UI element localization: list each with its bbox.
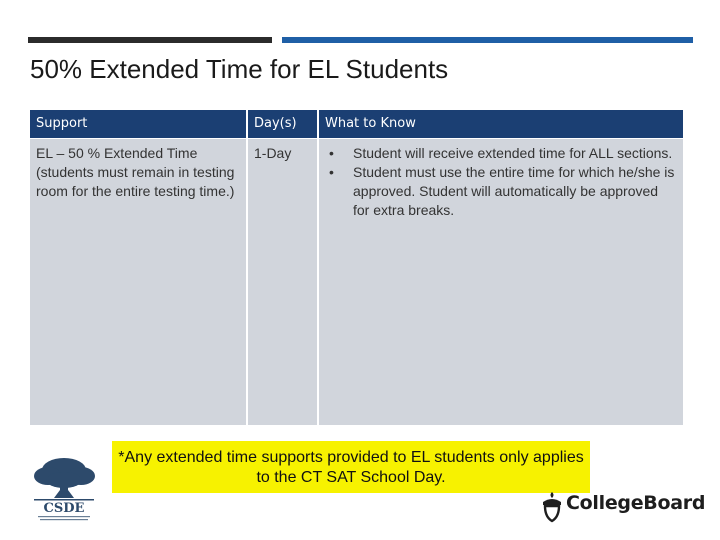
- highlight-note: *Any extended time supports provided to EL students only applies to the CT SAT School Day.: [112, 441, 590, 493]
- collegeboard-logo: [540, 490, 705, 526]
- bullet-text: Student must use the entire time for which he/she is approved. Student will automatically be approved for extra breaks.: [353, 164, 675, 218]
- cell-support: EL – 50 % Extended Time (students must remain in testing room for the entire testing time.): [30, 139, 246, 425]
- top-bar-dark: [28, 37, 272, 43]
- header-support: Support: [30, 110, 246, 138]
- top-bar-blue: [282, 37, 693, 43]
- cell-what-to-know: [319, 139, 683, 425]
- cell-days: 1-Day: [248, 139, 317, 425]
- support-table: [30, 110, 683, 425]
- header-days: Day(s): [248, 110, 317, 138]
- bullet-list: [325, 144, 677, 220]
- slide-title: 50% Extended Time for EL Students: [30, 54, 449, 84]
- header-what-to-know: What to Know: [319, 110, 683, 138]
- svg-text:CSDE: CSDE: [43, 501, 85, 516]
- csde-logo: [24, 452, 104, 524]
- collegeboard-wordmark: CollegeBoard: [566, 492, 706, 514]
- bullet-item: • Student will receive extended time for ALL sections.: [329, 145, 673, 161]
- bullet-item: • Student must use the entire time for which he/she is approved. Student will automatically be approved for extra breaks.: [329, 164, 675, 218]
- acorn-icon: [540, 490, 564, 524]
- bullet-text: Student will receive extended time for ALL sections.: [353, 145, 673, 161]
